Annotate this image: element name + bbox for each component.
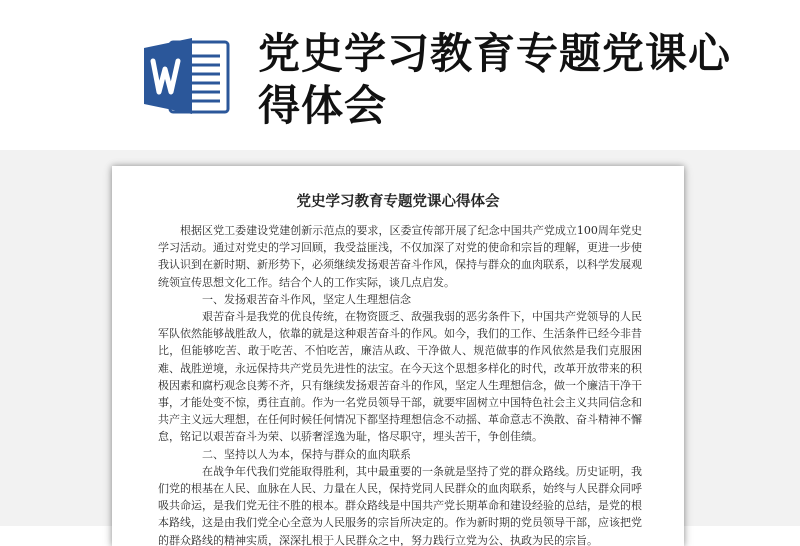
page-title: 党史学习教育专题党课心得体会 (258, 29, 732, 130)
paragraph-section-2: 在战争年代我们党能取得胜利，其中最重要的一条就是坚持了党的群众路线。历史证明，我们党的根基在人民、血脉在人民、力量在人民，保持党同人民群众的血肉联系，始终与人民群众同呼吸共命运，是我们党无往不胜的根本。群众路线是中国共产党长期革命和建设经验的总结，是党的根本路线，这是由我们党全心全意为人民服务的宗旨所决定的。作为新时期的党员领导干部，应该把党的群众路线的精神实质，深深扎根于人民群众之中，努力践行立党为公、执政为民的宗旨。 (158, 464, 642, 546)
banner-header (0, 0, 800, 150)
document-title: 党史学习教育专题党课心得体会 (296, 193, 500, 210)
paragraph-section-1: 艰苦奋斗是我党的优良传统，在物资匮乏、敌强我弱的恶劣条件下，中国共产党领导的人民军队依然能够战胜敌人，依靠的就是这种艰苦奋斗的作风。如今，我们的工作、生活条件已经今非昔比，但能够吃苦、敢于吃苦、不怕吃苦，廉洁从政、干净做人、规范做事的作风依然是我们克服困难、战胜逆境，永远保持共产党员先进性的法宝。在今天这个思想多样化的时代，改革开放带来的积极因素和腐朽观念良莠不齐，只有继续发扬艰苦奋斗的作风，坚定人生理想信念，做一个廉洁干净干事，才能处变不惊，勇往直前。作为一名党员领导干部，就要牢固树立中国特色社会主义共同信念和共产主义远大理想，在任何时候任何情况下都坚持理想信念不动摇、革命意志不涣散、奋斗精神不懈怠，铭记以艰苦奋斗为荣、以骄奢淫逸为耻，恪尽职守，埋头苦干，争创佳绩。 (158, 310, 642, 444)
section-heading-2: 二、坚持以人为本，保持与群众的血肉联系 (202, 447, 411, 461)
word-icon (140, 34, 232, 118)
section-heading-1: 一、发扬艰苦奋斗作风，坚定人生理想信念 (202, 292, 411, 306)
document-page (112, 166, 684, 546)
paragraph-intro: 根据区党工委建设党建创新示范点的要求，区委宣传部开展了纪念中国共产党成立100周年党史学习活动。通过对党史的学习回顾，我受益匪浅，不仅加深了对党的使命和宗旨的理解，更进一步使我认识到在新时期、新形势下，必须继续发扬艰苦奋斗作风，保持与群众的血肉联系，以科学发展观统领宣传思想文化工作。结合个人的工作实际，谈几点启发。 (158, 224, 642, 289)
document-body (158, 222, 642, 546)
